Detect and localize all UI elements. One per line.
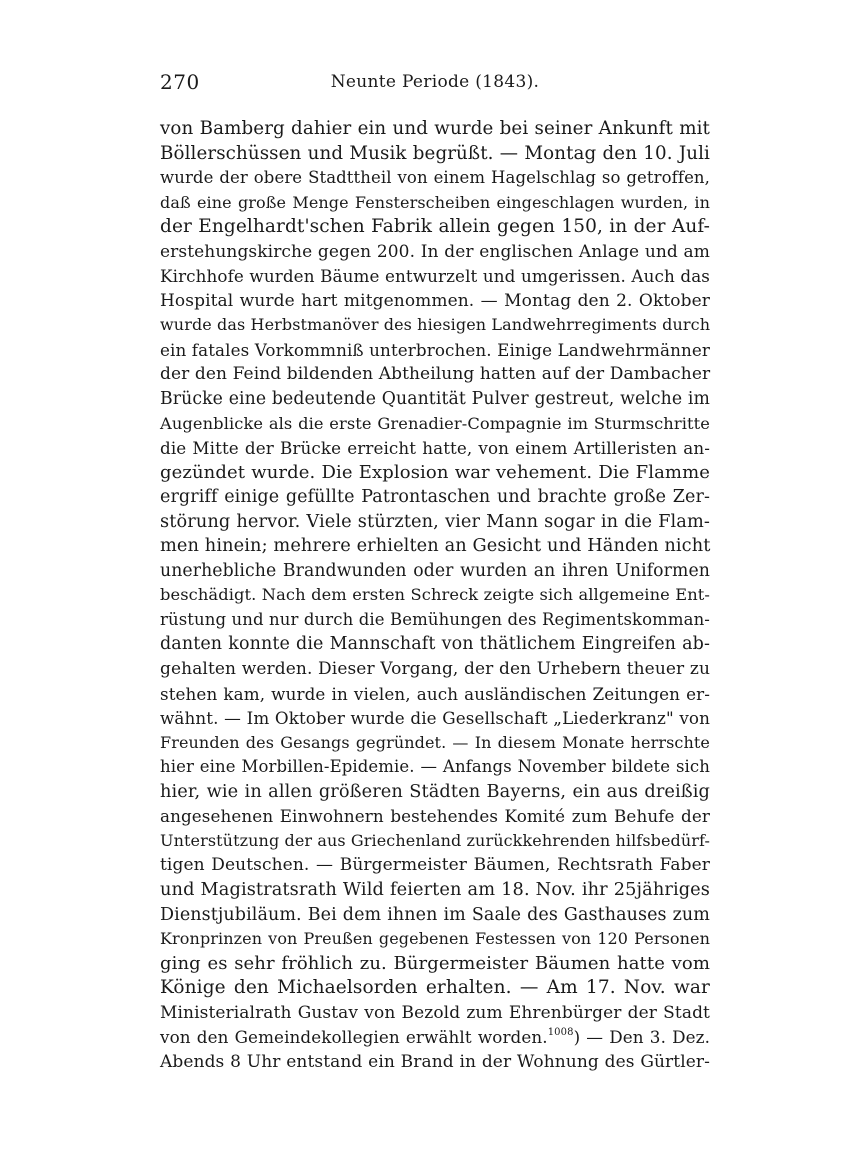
text-line: Unterstützung der aus Griechenland zurückkehrenden hilfsbedürf- (160, 830, 710, 850)
text-line: danten konnte die Mannschaft von thätlichem Eingreifen ab- (160, 634, 710, 655)
text-line: hier, wie in allen größeren Städten Bayerns, ein aus dreißig (160, 781, 710, 802)
page-number: 270 (160, 70, 200, 94)
text-line: die Mitte der Brücke erreicht hatte, von einem Artilleristen an- (160, 438, 710, 459)
text-line: gezündet wurde. Die Explosion war vehement. Die Flamme (160, 461, 710, 483)
text-line: der Engelhardt'schen Fabrik allein gegen 150, in der Auf- (160, 216, 710, 238)
text-line: Kirchhofe wurden Bäume entwurzelt und umgerissen. Auch das (160, 266, 710, 287)
text-line: erstehungskirche gegen 200. In der englischen Anlage und am (160, 241, 710, 262)
text-line: und Magistratsrath Wild feierten am 18. Nov. ihr 25jähriges (160, 879, 710, 900)
text-line: Ministerialrath Gustav von Bezold zum Ehrenbürger der Stadt (160, 1002, 710, 1023)
text-line: Abends 8 Uhr entstand ein Brand in der Wohnung des Gürtler- (160, 1051, 710, 1072)
text-line: ging es sehr fröhlich zu. Bürgermeister Bäumen hatte vom (160, 952, 710, 974)
footnote-marker: 1008 (547, 1027, 574, 1039)
text-line: Hospital wurde hart mitgenommen. — Montag den 2. Oktober (160, 290, 710, 311)
text-line: wähnt. — Im Oktober wurde die Gesellschaft „Liederkranz" von (160, 708, 710, 729)
text-line: hier eine Morbillen-Epidemie. — Anfangs November bildete sich (160, 757, 710, 777)
body-text (160, 117, 710, 1074)
text-line: von Bamberg dahier ein und wurde bei seiner Ankunft mit (160, 118, 710, 139)
text-line: ergriff einige gefüllte Patrontaschen und brachte große Zer- (160, 487, 710, 508)
text-line: wurde der obere Stadttheil von einem Hagelschlag so getroffen, (160, 168, 710, 188)
text-line: beschädigt. Nach dem ersten Schreck zeigte sich allgemeine Ent- (160, 585, 710, 605)
text-line: unerhebliche Brandwunden oder wurden an ihren Uniformen (160, 560, 710, 581)
page-header (160, 70, 710, 98)
text-line: daß eine große Menge Fensterscheiben eingeschlagen wurden, in (160, 192, 710, 212)
text-line: Brücke eine bedeutende Quantität Pulver gestreut, welche im (160, 389, 710, 410)
text-line-with-footnote (160, 1025, 710, 1050)
text-line: Freunden des Gesangs gegründet. — In diesem Monate herrschte (160, 732, 710, 752)
text-line: tigen Deutschen. — Bürgermeister Bäumen, Rechtsrath Faber (160, 855, 710, 876)
text-line: gehalten werden. Dieser Vorgang, der den Urhebern theuer zu (160, 659, 710, 680)
text-line: störung hervor. Viele stürzten, vier Mann sogar in die Flam- (160, 511, 710, 532)
text-segment: von den Gemeindekollegien erwählt worden. (160, 1027, 548, 1048)
text-line: der den Feind bildenden Abtheilung hatten auf der Dambacher (160, 364, 711, 385)
text-line: rüstung und nur durch die Bemühungen des Regimentskomman- (160, 609, 710, 629)
running-title: Neunte Periode (1843). (330, 72, 540, 92)
text-line: Könige den Michaelsorden erhalten. — Am 17. Nov. war (160, 977, 710, 999)
text-line: Kronprinzen von Preußen gegebenen Festessen von 120 Personen (160, 929, 710, 949)
text-line: ein fatales Vorkommniß unterbrochen. Einige Landwehrmänner (160, 339, 710, 360)
text-line: Böllerschüssen und Musik begrüßt. — Montag den 10. Juli (160, 142, 710, 164)
text-line: Augenblicke als die erste Grenadier-Compagnie im Sturmschritte (160, 413, 710, 433)
text-line: Dienstjubiläum. Bei dem ihnen im Saale des Gasthauses zum (160, 904, 710, 925)
text-line: angesehenen Einwohnern bestehendes Komité zum Behufe der (160, 806, 710, 827)
text-line: stehen kam, wurde in vielen, auch ausländischen Zeitungen er- (160, 683, 710, 704)
text-line: wurde das Herbstmanöver des hiesigen Landwehrregiments durch (160, 315, 711, 335)
text-line: men hinein; mehrere erhielten an Gesicht und Händen nicht (160, 536, 711, 557)
text-segment: ) — Den 3. Dez. (573, 1027, 710, 1048)
